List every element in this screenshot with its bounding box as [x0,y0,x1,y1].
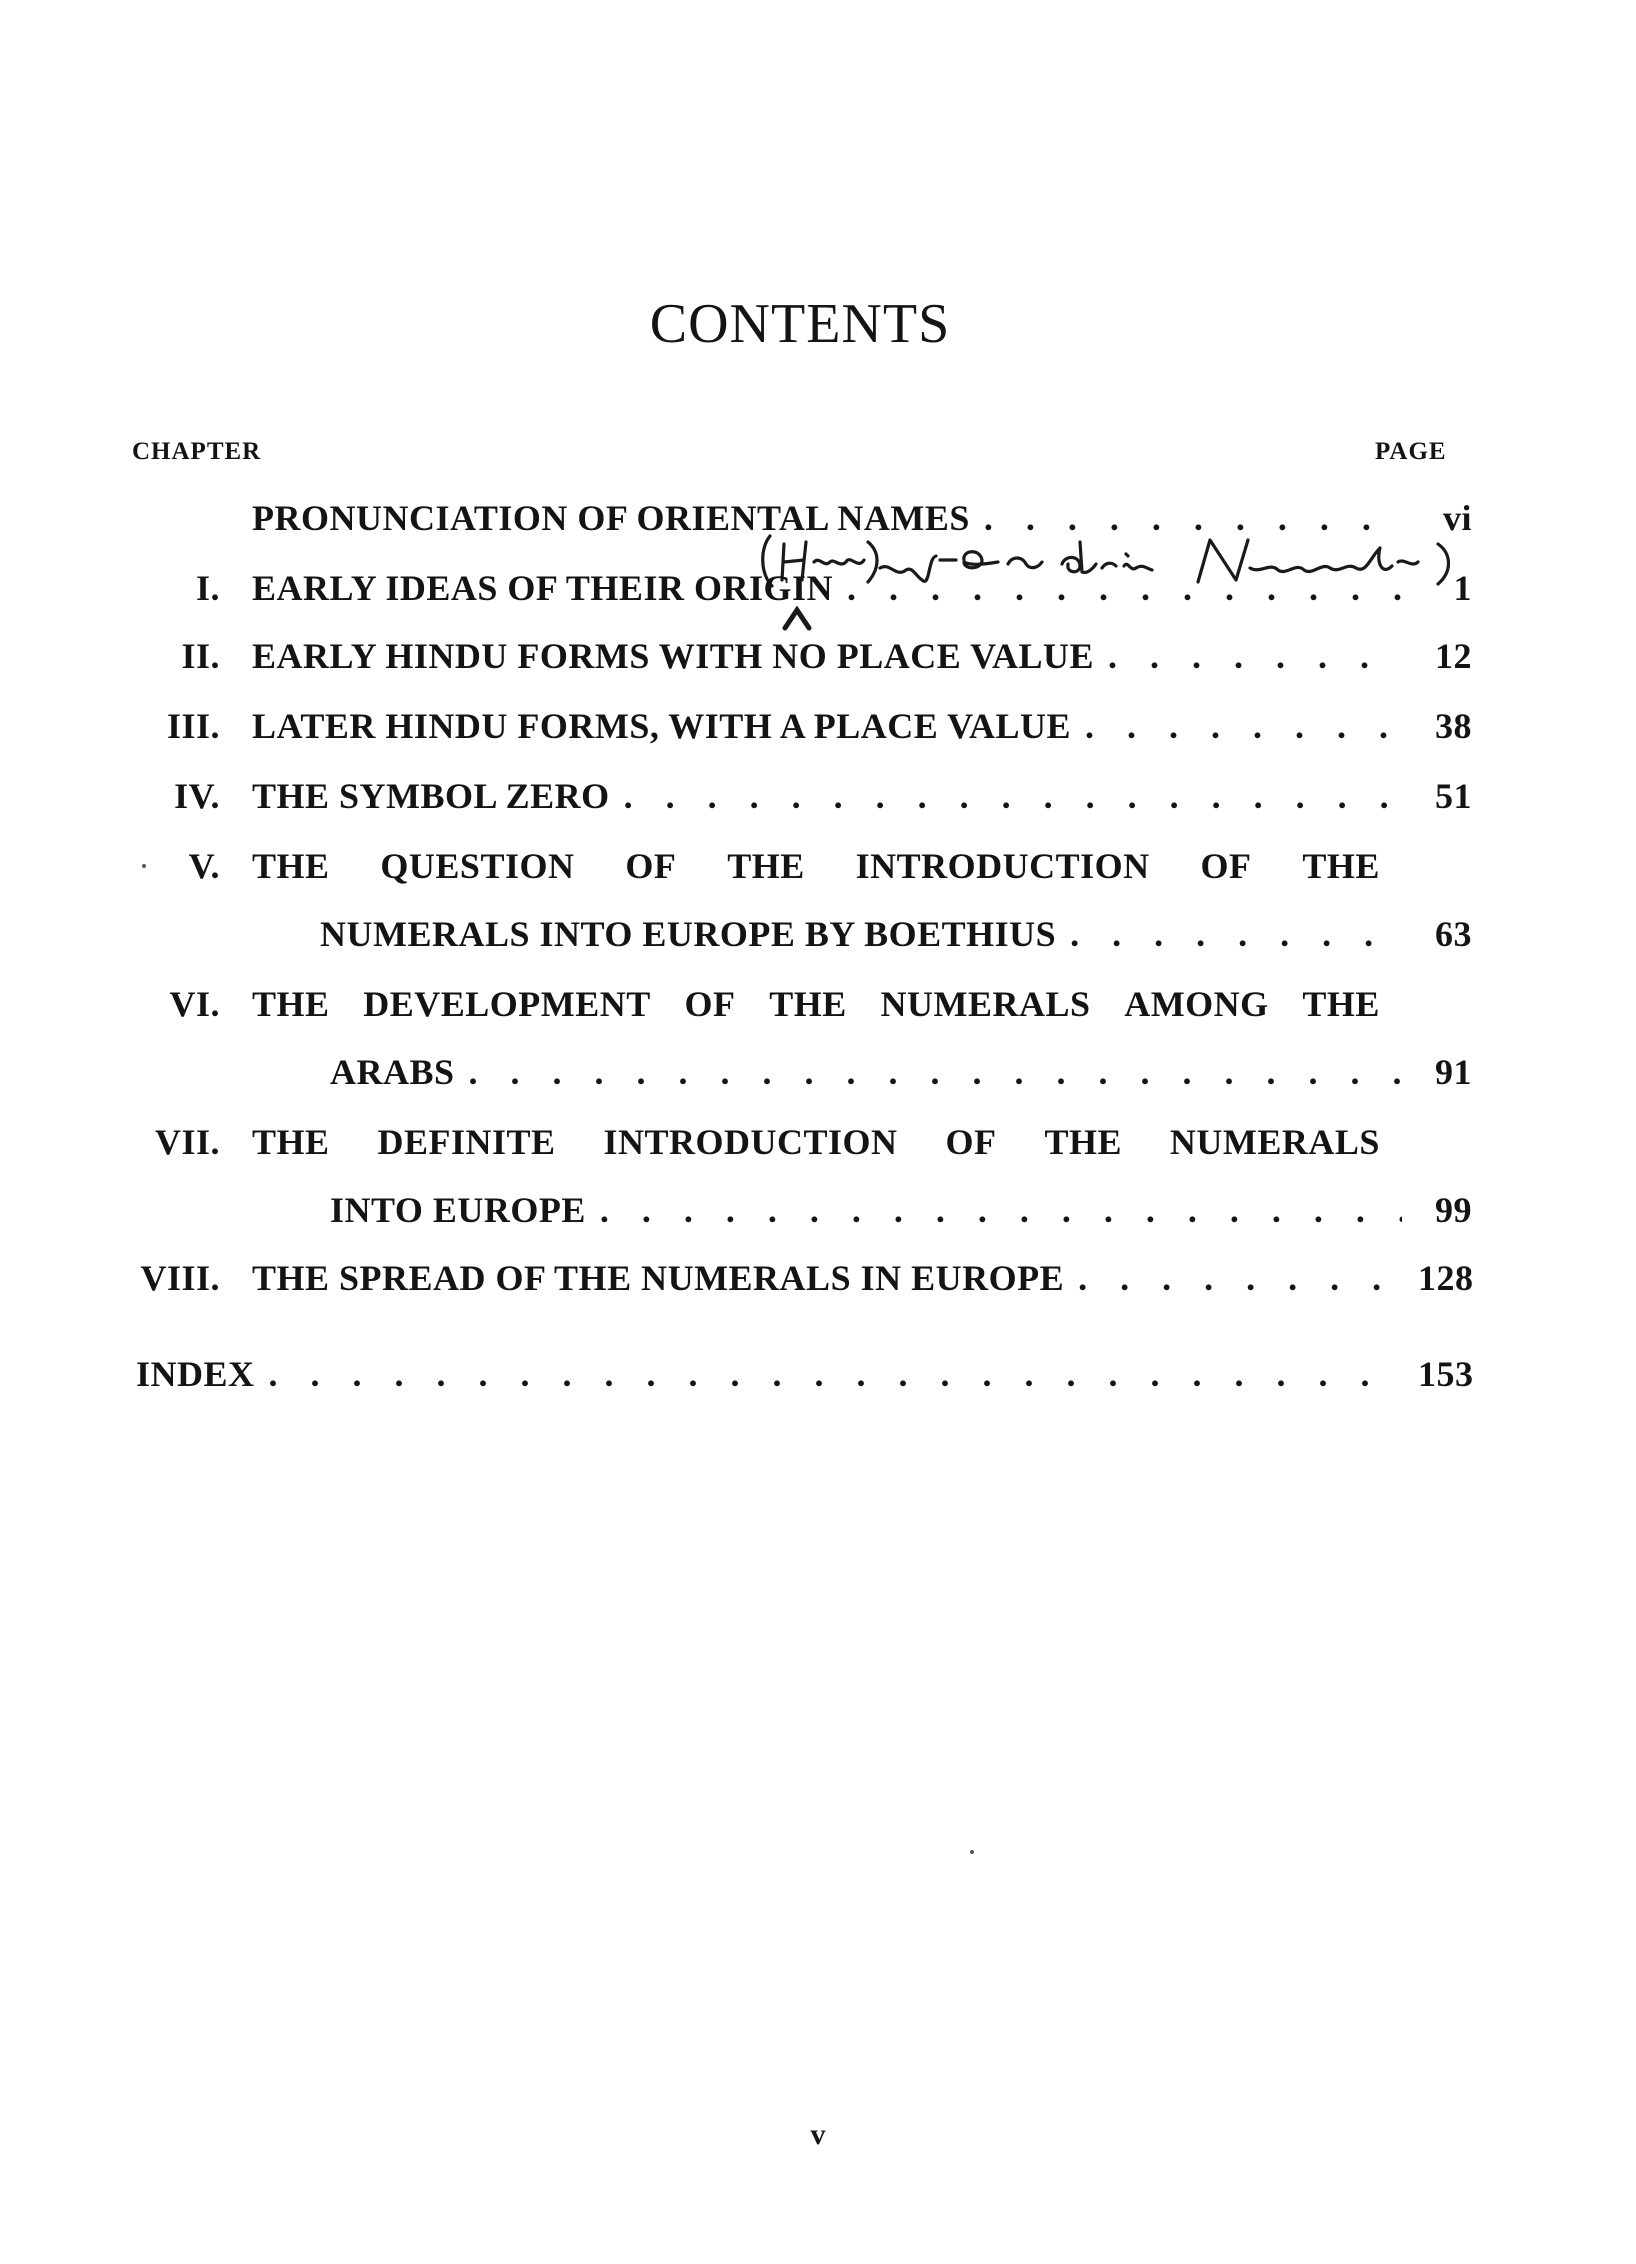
toc-entry-page: 12 [1435,636,1472,676]
toc-word: THE [769,984,847,1024]
page-number-footer: v [810,2118,826,2151]
toc-entry-title-continued: ARABS [330,1052,455,1092]
toc-word: NUMERALS [1169,1122,1380,1162]
toc-word: DEFINITE [377,1122,556,1162]
toc-entry-page: 91 [1435,1052,1472,1092]
toc-word: OF [945,1122,997,1162]
toc-entry-page: 38 [1435,706,1472,746]
toc-entry-page: vi [1442,498,1472,538]
toc-entry-continuation[interactable] [0,1044,1636,1100]
toc-entry[interactable] [0,560,1636,616]
dot-leader [1085,698,1402,754]
page-title: CONTENTS [649,293,951,355]
scan-speck [142,864,146,868]
toc-entry-page: 63 [1435,914,1472,954]
toc-entry-title-continued: NUMERALS INTO EUROPE BY BOETHIUS [320,914,1057,954]
toc-index-entry[interactable] [0,1346,1636,1402]
dot-leader [1108,628,1402,684]
index-page: 153 [1418,1354,1474,1394]
toc-entry-page: 1 [1453,568,1472,608]
toc-entry-continuation[interactable] [0,1182,1636,1238]
toc-entry[interactable] [0,768,1636,824]
toc-word: THE [1302,846,1380,886]
toc-word: THE [727,846,805,886]
dot-leader [1078,1250,1402,1306]
toc-word: OF [1200,846,1252,886]
toc-word: INTRODUCTION [603,1122,898,1162]
dot-leader [269,1346,1402,1402]
toc-entry-numeral: VI. [169,984,220,1024]
toc-entry-title-continued: INTO EUROPE [330,1190,586,1230]
toc-entry-numeral: IV. [174,776,220,816]
dot-leader [847,560,1402,616]
toc-word: THE [252,984,330,1024]
toc-entry-title [252,1114,1380,1170]
toc-word: INTRODUCTION [855,846,1150,886]
dot-leader [624,768,1402,824]
toc-entry[interactable] [0,698,1636,754]
toc-word: THE [252,846,330,886]
toc-entry-title: THE SPREAD OF THE NUMERALS IN EUROPE [252,1258,1065,1298]
toc-word: AMONG [1124,984,1269,1024]
toc-entry-title: EARLY IDEAS OF THEIR ORIGIN [252,568,833,608]
dot-leader [1070,906,1402,962]
chapter-column-header: CHAPTER [132,438,262,465]
dot-leader [600,1182,1402,1238]
toc-entry[interactable] [0,1250,1636,1306]
toc-entry-numeral: III. [166,706,220,746]
toc-entry-title: THE SYMBOL ZERO [252,776,610,816]
toc-entry-title [252,838,1380,894]
toc-entry[interactable] [0,628,1636,684]
toc-entry-numeral: VII. [154,1122,220,1162]
toc-entry-numeral: II. [181,636,220,676]
toc-word: QUESTION [380,846,575,886]
toc-entry[interactable] [0,976,1636,1032]
toc-word: THE [1302,984,1380,1024]
toc-entry-numeral: VIII. [140,1258,220,1298]
toc-word: NUMERALS [880,984,1091,1024]
toc-entry[interactable] [0,1114,1636,1170]
toc-entry-title: PRONUNCIATION OF ORIENTAL NAMES [252,498,970,538]
dot-leader [469,1044,1402,1100]
toc-entry-numeral: V. [188,846,220,886]
index-title: INDEX [136,1354,255,1394]
toc-entry-title: LATER HINDU FORMS, WITH A PLACE VALUE [252,706,1071,746]
toc-entry-numeral: I. [195,568,220,608]
toc-word: THE [252,1122,330,1162]
toc-entry-page: 99 [1435,1190,1472,1230]
toc-word: DEVELOPMENT [363,984,651,1024]
toc-word: OF [684,984,736,1024]
scan-speck [970,1850,974,1854]
toc-entry-page: 51 [1435,776,1472,816]
page-column-header: PAGE [1375,438,1447,465]
toc-entry[interactable] [0,838,1636,894]
toc-entry-continuation[interactable] [0,906,1636,962]
toc-entry-page: 128 [1418,1258,1474,1298]
toc-word: OF [625,846,677,886]
toc-entry-title [252,976,1380,1032]
toc-entry-title: EARLY HINDU FORMS WITH NO PLACE VALUE [252,636,1094,676]
toc-word: THE [1044,1122,1122,1162]
